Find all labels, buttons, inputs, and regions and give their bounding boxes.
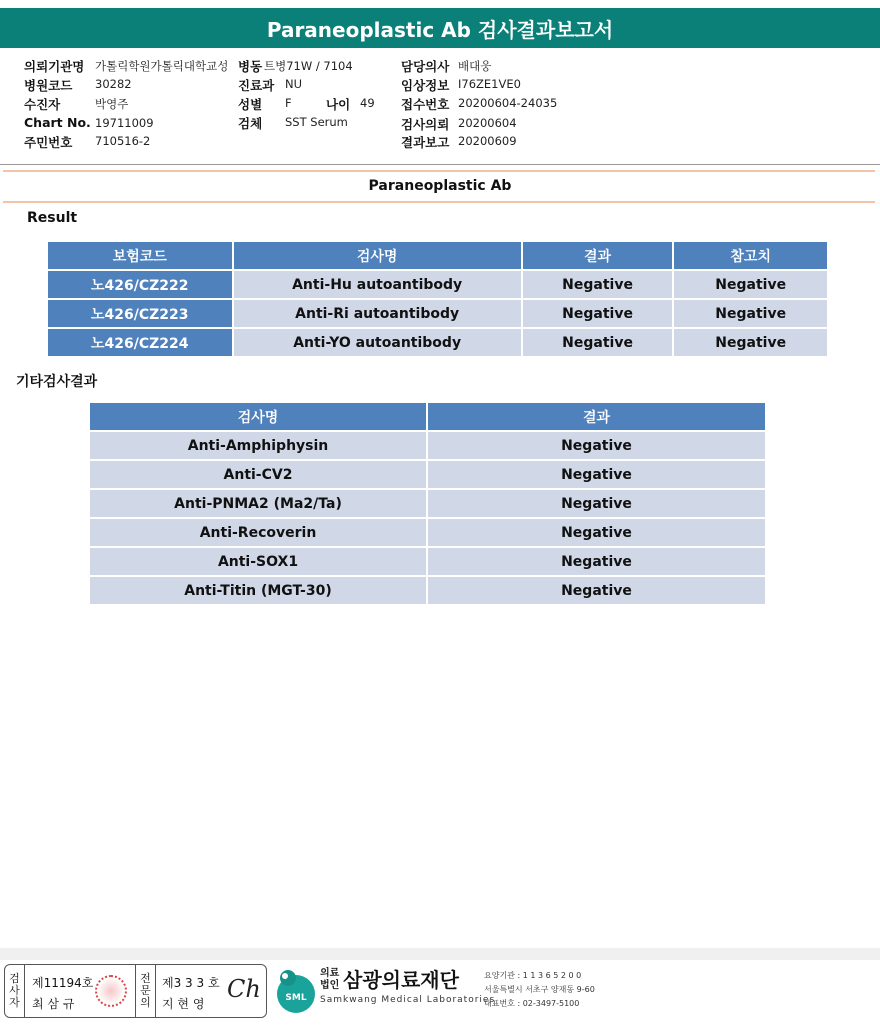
footer-band <box>0 948 880 960</box>
info-label-hospital-code: 병원코드 <box>24 78 73 93</box>
tester-label-char: 검 <box>9 972 20 985</box>
column-header: 검사명 <box>90 403 426 430</box>
column-header: 결과 <box>428 403 765 430</box>
org-phone: 대표번호 : 02-3497-5100 <box>484 999 580 1008</box>
info-label-request-date: 검사의뢰 <box>401 117 450 132</box>
info-label-report-date: 결과보고 <box>401 135 450 150</box>
tester-label <box>5 965 25 1017</box>
result-cell: Negative <box>428 577 765 604</box>
column-header: 보험코드 <box>48 242 232 269</box>
info-value-ward: 트병71W / 7104 <box>264 59 353 73</box>
info-label-institution: 의뢰기관명 <box>24 59 85 74</box>
result-cell: Negative <box>428 432 765 459</box>
table-row <box>48 300 827 327</box>
test-name-cell: Anti-SOX1 <box>90 548 426 575</box>
org-type <box>320 968 339 992</box>
info-label-specimen: 검체 <box>238 116 263 131</box>
test-name-cell: Anti-CV2 <box>90 461 426 488</box>
logo-text: SML <box>285 993 307 1003</box>
info-value-patient: 박영주 <box>95 97 129 111</box>
info-value-report-date: 20200609 <box>458 134 517 148</box>
table-row <box>90 490 765 517</box>
info-label-receipt-no: 접수번호 <box>401 97 450 112</box>
reference-cell: Negative <box>674 300 827 327</box>
test-name-cell: Anti-PNMA2 (Ma2/Ta) <box>90 490 426 517</box>
info-label-patient: 수진자 <box>24 97 61 112</box>
tester-label-char: 사 <box>9 984 20 997</box>
column-header: 검사명 <box>234 242 521 269</box>
reference-cell: Negative <box>674 329 827 356</box>
info-label-department: 진료과 <box>238 78 275 93</box>
info-label-sex: 성별 <box>238 97 263 112</box>
result-table <box>46 240 829 358</box>
org-type-line: 법인 <box>320 980 340 991</box>
result-cell: Negative <box>428 490 765 517</box>
column-header: 결과 <box>523 242 673 269</box>
result-cell: Negative <box>523 300 673 327</box>
column-header: 참고치 <box>674 242 827 269</box>
doctor-license-no: 제3 3 3 호 <box>162 976 220 990</box>
insurance-code-cell: 노426/CZ224 <box>48 329 232 356</box>
tester-license-no: 제11194호 <box>32 976 94 990</box>
org-english-name: Samkwang Medical Laboratories <box>320 995 496 1005</box>
section-title: Paraneoplastic Ab <box>368 178 512 194</box>
info-label-ward: 병동 <box>238 59 263 74</box>
sml-logo-icon <box>272 966 316 1014</box>
info-value-doctor: 배대웅 <box>458 59 492 73</box>
doctor-label-char: 의 <box>140 996 151 1009</box>
doctor-label-char: 문 <box>140 984 151 997</box>
signature-mark: Ch <box>227 975 261 1003</box>
org-address: 서울특별시 서초구 양재동 9-60 <box>484 985 595 994</box>
divider <box>3 170 875 172</box>
result-cell: Negative <box>523 329 673 356</box>
test-name-cell: Anti-Titin (MGT-30) <box>90 577 426 604</box>
table-row <box>90 548 765 575</box>
tester-label-char: 자 <box>9 996 20 1009</box>
doctor-label <box>136 965 156 1017</box>
divider <box>3 201 875 203</box>
other-results-heading: 기타검사결과 <box>16 374 98 390</box>
result-cell: Negative <box>523 271 673 298</box>
table-row <box>48 329 827 356</box>
test-name-cell: Anti-Recoverin <box>90 519 426 546</box>
result-heading: Result <box>27 210 78 226</box>
info-value-receipt-no: 20200604-24035 <box>458 96 558 110</box>
table-header-row <box>90 403 765 430</box>
info-value-chart-no: 19711009 <box>95 116 154 130</box>
tester-name: 최 삼 규 <box>32 997 75 1011</box>
signature-box <box>4 964 267 1018</box>
insurance-code-cell: 노426/CZ223 <box>48 300 232 327</box>
info-value-hospital-code: 30282 <box>95 77 132 91</box>
info-value-age: 49 <box>360 96 375 110</box>
result-cell: Negative <box>428 548 765 575</box>
info-label-id-no: 주민번호 <box>24 135 73 150</box>
divider <box>0 164 880 165</box>
info-value-specimen: SST Serum <box>285 115 348 129</box>
info-label-doctor: 담당의사 <box>401 59 450 74</box>
table-row <box>90 432 765 459</box>
test-name-cell: Anti-Hu autoantibody <box>234 271 521 298</box>
doctor-label-char: 전 <box>140 972 151 985</box>
other-results-table <box>88 401 767 606</box>
info-label-clinical-info: 임상정보 <box>401 78 450 93</box>
org-code: 요양기관 : 1 1 3 6 5 2 0 0 <box>484 971 582 980</box>
table-header-row <box>48 242 827 269</box>
table-row <box>90 461 765 488</box>
seal-stamp-icon <box>95 975 127 1007</box>
test-name-cell: Anti-YO autoantibody <box>234 329 521 356</box>
report-title: Paraneoplastic Ab 검사결과보고서 <box>0 8 880 48</box>
org-type-line: 의료 <box>320 968 340 979</box>
result-cell: Negative <box>428 461 765 488</box>
result-cell: Negative <box>428 519 765 546</box>
table-row <box>48 271 827 298</box>
table-row <box>90 577 765 604</box>
table-row <box>90 519 765 546</box>
org-name: 삼광의료재단 <box>343 968 459 992</box>
info-value-request-date: 20200604 <box>458 116 517 130</box>
insurance-code-cell: 노426/CZ222 <box>48 271 232 298</box>
reference-cell: Negative <box>674 271 827 298</box>
info-value-institution: 가톨릭학원가톨릭대학교성 <box>95 59 229 73</box>
info-value-id-no: 710516-2 <box>95 134 151 148</box>
test-name-cell: Anti-Amphiphysin <box>90 432 426 459</box>
test-name-cell: Anti-Ri autoantibody <box>234 300 521 327</box>
info-label-age: 나이 <box>326 97 351 112</box>
info-value-department: NU <box>285 77 303 91</box>
info-label-chart-no: Chart No. <box>24 115 91 130</box>
doctor-name: 지 현 영 <box>162 997 205 1011</box>
patient-info <box>0 56 880 164</box>
info-value-sex: F <box>285 96 292 110</box>
info-value-clinical-info: I76ZE1VE0 <box>458 77 521 91</box>
